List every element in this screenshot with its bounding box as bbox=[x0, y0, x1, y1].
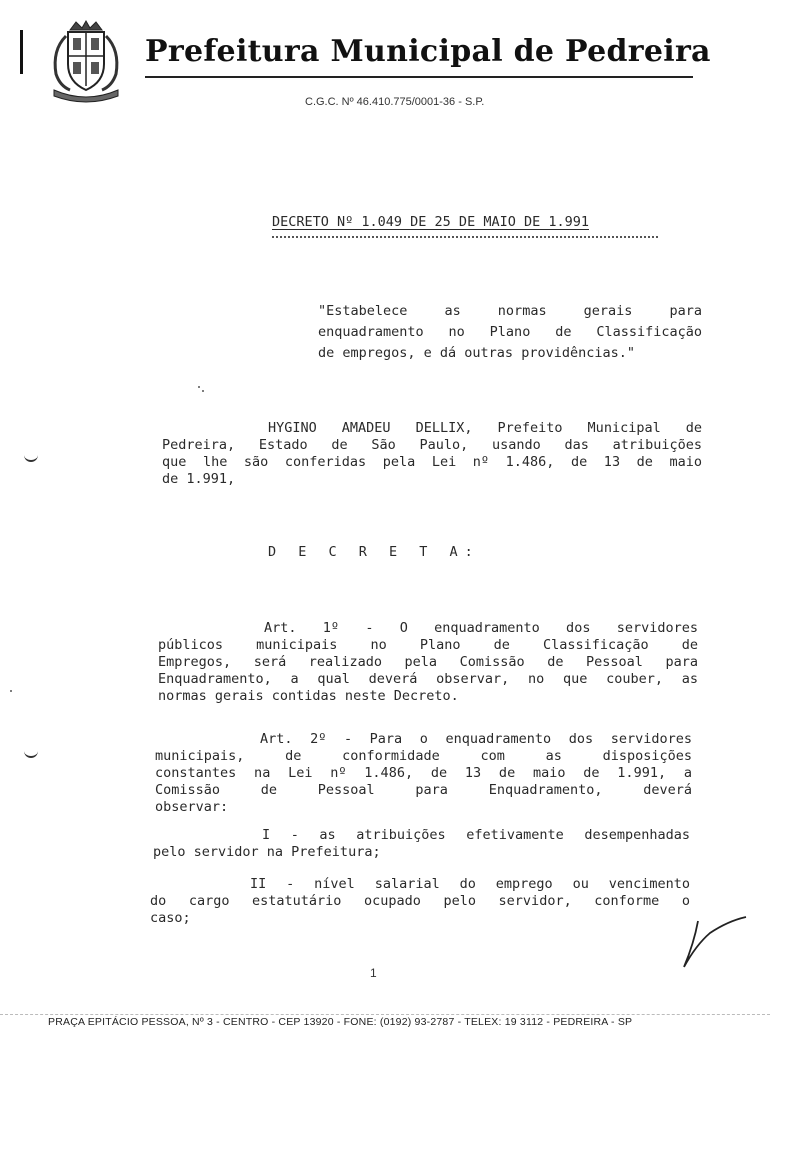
municipal-coat-of-arms bbox=[48, 20, 124, 104]
decreta-heading: D E C R E T A: bbox=[268, 544, 480, 560]
item-1-line: pelo servidor na Prefeitura; bbox=[153, 844, 381, 860]
scan-speck bbox=[10, 690, 12, 692]
cgc-number: C.G.C. Nº 46.410.775/0001-36 - S.P. bbox=[305, 96, 485, 108]
article-2-line: Art. 2º - Para o enquadramento dos servidores bbox=[260, 731, 692, 747]
summary-line: enquadramento no Plano de Classificação bbox=[318, 324, 702, 340]
article-2-line: constantes na Lei nº 1.486, de 13 de maio de 1.991, a bbox=[155, 765, 692, 781]
preamble-line: que lhe são conferidas pela Lei nº 1.486, de 13 de maio bbox=[162, 454, 702, 470]
summary-line: "Estabelece as normas gerais para bbox=[318, 303, 702, 319]
article-2-line: observar: bbox=[155, 799, 229, 815]
page-number: 1 bbox=[370, 966, 377, 980]
preamble-line: Pedreira, Estado de São Paulo, usando das atribuições bbox=[162, 437, 702, 453]
scan-speck bbox=[202, 390, 204, 392]
preamble-line: HYGINO AMADEU DELLIX, Prefeito Municipal de bbox=[268, 420, 702, 436]
margin-mark bbox=[20, 30, 23, 74]
summary-line: de empregos, e dá outras providências." bbox=[318, 345, 635, 361]
item-1-line: I - as atribuições efetivamente desempenhadas bbox=[262, 827, 690, 843]
article-1-line: normas gerais contidas neste Decreto. bbox=[158, 688, 459, 704]
letterhead-footer-address: PRAÇA EPITÁCIO PESSOA, Nº 3 - CENTRO - CEP 13920 - FONE: (0192) 93-2787 - TELEX: 19 3112 - PEDREIRA - SP bbox=[48, 1016, 633, 1028]
signature-initials bbox=[680, 915, 750, 975]
decree-title-rule bbox=[272, 236, 658, 238]
article-2-line: Comissão de Pessoal para Enquadramento, deverá bbox=[155, 782, 692, 798]
decree-title: DECRETO Nº 1.049 DE 25 DE MAIO DE 1.991 bbox=[272, 214, 589, 230]
article-1-line: públicos municipais no Plano de Classificação de bbox=[158, 637, 698, 653]
article-1-line: Enquadramento, a qual deverá observar, no que couber, as bbox=[158, 671, 698, 687]
punch-hole-mark bbox=[24, 748, 38, 758]
article-1-line: Art. 1º - O enquadramento dos servidores bbox=[264, 620, 698, 636]
letterhead-title: Prefeitura Municipal de Pedreira bbox=[145, 34, 711, 69]
letterhead-rule bbox=[145, 76, 693, 78]
item-2-line: caso; bbox=[150, 910, 191, 926]
item-2-line: II - nível salarial do emprego ou vencimento bbox=[250, 876, 690, 892]
item-2-line: do cargo estatutário ocupado pelo servidor, conforme o bbox=[150, 893, 690, 909]
article-2-line: municipais, de conformidade com as disposições bbox=[155, 748, 692, 764]
preamble-line: de 1.991, bbox=[162, 471, 236, 487]
scan-speck bbox=[198, 386, 200, 388]
footer-rule bbox=[0, 1014, 770, 1015]
article-1-line: Empregos, será realizado pela Comissão de Pessoal para bbox=[158, 654, 698, 670]
punch-hole-mark bbox=[24, 452, 38, 462]
